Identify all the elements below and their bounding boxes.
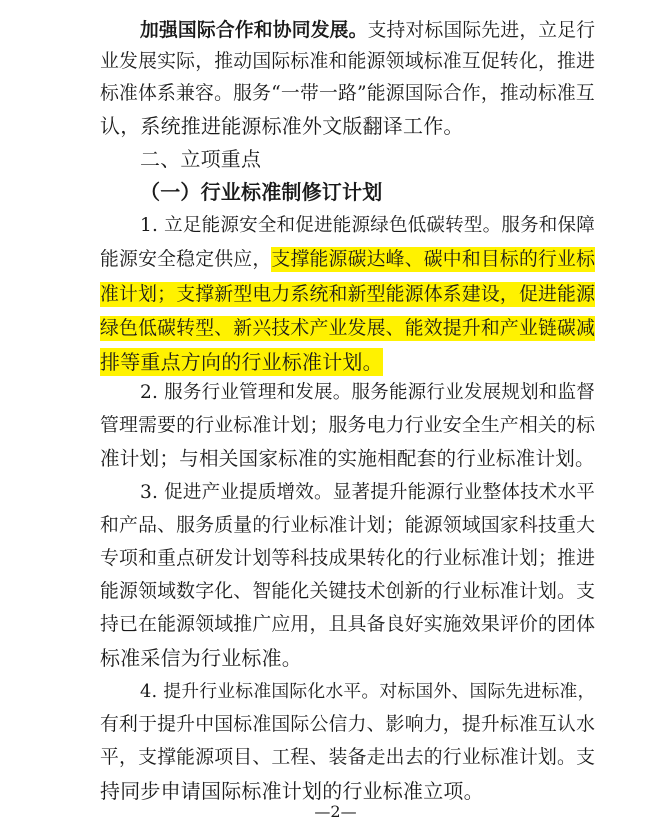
intro-line-4: 认，系统推进能源标准外文版翻译工作。 xyxy=(100,114,464,138)
item3-line-5: 持已在能源领域推广应用，且具备良好实施效果评价的团体 xyxy=(100,614,596,635)
item4-line-2: 有利于提升中国标准国际公信力、影响力，提升标准互认水 xyxy=(100,714,596,735)
intro-heading: 加强国际合作和协同发展。 xyxy=(140,19,368,41)
highlighted-text: 支撑能源碳达峰、碳中和目标的行业标 xyxy=(271,249,596,270)
highlighted-text: 绿色低碳转型、新兴技术产业发展、能效提升和产业链碳减 xyxy=(100,318,596,339)
item1-line-5 xyxy=(100,346,600,378)
item3-line-4: 能源领域数字化、智能化关键技术创新的行业标准计划。支 xyxy=(100,581,596,602)
item1-line-2-plain: 能源安全稳定供应， xyxy=(100,249,272,270)
item4-line-4: 持同步申请国际标准计划的行业标准立项。 xyxy=(100,779,484,803)
intro-line-3: 标准体系兼容。服务“一带一路”能源国际合作，推动标准互 xyxy=(100,83,595,104)
page-number: —2— xyxy=(314,802,357,821)
item4-line-1: 4. 提升行业标准国际化水平。对标国外、国际先进标准， xyxy=(140,681,596,702)
item3-line-6: 标准采信为行业标准。 xyxy=(100,646,302,670)
item1-line-1: 1. 立足能源安全和促进能源绿色低碳转型。服务和保障 xyxy=(140,215,595,236)
item3-line-2: 和产品、服务质量的行业标准计划；能源领域国家科技重大 xyxy=(100,515,596,536)
item2-line-3: 准计划；与相关国家标准的实施相配套的行业标准计划。 xyxy=(100,447,595,470)
item2-line-2: 管理需要的行业标准计划；服务电力行业安全生产相关的标 xyxy=(100,415,596,436)
item1-line-2 xyxy=(100,244,600,276)
intro-line-2: 业发展实际，推动国际标准和能源领域标准互促转化，推进 xyxy=(100,51,596,72)
highlighted-text: 准计划； xyxy=(100,284,177,305)
item4-line-3: 平，支撑能源项目、工程、装备走出去的行业标准计划。支 xyxy=(100,747,596,768)
item3-line-1: 3. 促进产业提质增效。显著提升能源行业整体技术水平 xyxy=(140,482,595,503)
item1-line-4 xyxy=(100,313,600,345)
intro-line-1 xyxy=(140,14,600,46)
section-title: 二、立项重点 xyxy=(140,147,262,171)
subsection-title: （一）行业标准制修订计划 xyxy=(140,180,383,204)
highlighted-text: 排等重点方向的行业标准计划。 xyxy=(100,350,383,374)
highlighted-text: 支撑新型电力系统和新型能源体系建设，促进能源 xyxy=(176,284,596,305)
item2-line-1: 2. 服务行业管理和发展。服务能源行业发展规划和监督 xyxy=(140,382,595,403)
item3-line-3: 专项和重点研发计划等科技成果转化的行业标准计划；推进 xyxy=(100,548,596,569)
intro-line-1-rest: 支持对标国际先进，立足行 xyxy=(367,20,596,41)
item1-line-3 xyxy=(100,279,600,311)
